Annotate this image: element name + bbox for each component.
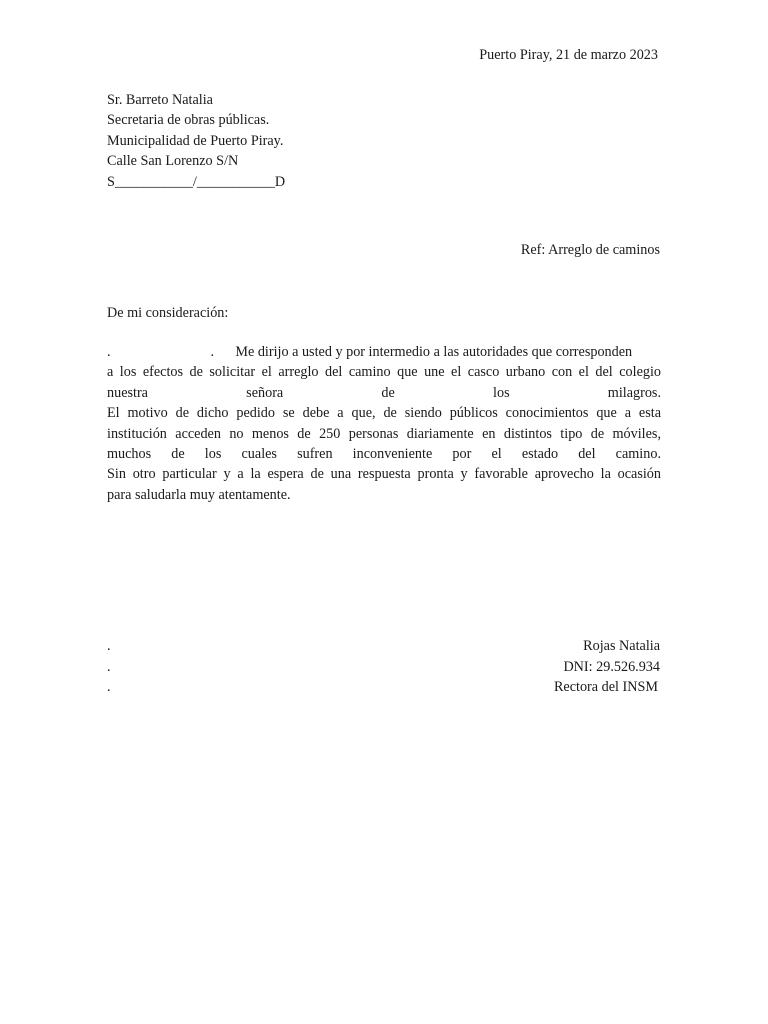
recipient-institution: Municipalidad de Puerto Piray. <box>107 132 284 149</box>
body-line-7: Sin otro particular y a la espera de una respuesta pronta y favorable aprovecho la ocasión <box>107 466 661 483</box>
signature-row <box>107 657 660 678</box>
body-line-1 <box>107 342 661 362</box>
body-line-5: institución acceden no menos de 250 personas diariamente en distintos tipo de móviles, <box>107 425 661 442</box>
signature-name: Rojas Natalia <box>583 638 660 654</box>
recipient-street: Calle San Lorenzo S/N <box>107 153 239 170</box>
recipient-position: Secretaria de obras públicas. <box>107 112 270 129</box>
signature-block <box>107 636 660 698</box>
body-line-1-text: Me dirijo a usted y por intermedio a las autoridades que corresponden <box>235 344 633 360</box>
body-lead-dot: . <box>210 344 215 360</box>
recipient-name: Sr. Barreto Natalia <box>107 92 213 108</box>
recipient-sd-line: S___________/___________D <box>107 173 286 190</box>
place-date: Puerto Piray, 21 de marzo 2023 <box>479 47 658 63</box>
signature-dot: . <box>107 658 111 675</box>
signature-title: Rectora del INSM <box>553 679 658 696</box>
signature-dot: . <box>107 679 111 696</box>
reference-line: Ref: Arreglo de caminos <box>520 242 660 258</box>
letter-body <box>107 342 661 505</box>
body-line-2: a los efectos de solicitar el arreglo del camino que une el casco urbano con el del colegio <box>107 364 661 381</box>
signature-dot: . <box>107 638 111 654</box>
body-line-8: para saludarla muy atentamente. <box>107 486 291 503</box>
body-line-6: muchos de los cuales sufren inconveniente por el estado del camino. <box>107 445 661 462</box>
body-line-3: nuestra señora de los milagros. <box>107 384 661 401</box>
signature-row <box>107 677 660 698</box>
body-line-4: El motivo de dicho pedido se debe a que, de siendo públicos conocimientos que a esta <box>107 405 661 422</box>
signature-row <box>107 636 660 657</box>
body-lead-dot: . <box>107 344 111 360</box>
signature-dni: DNI: 29.526.934 <box>563 658 660 675</box>
recipient-block <box>107 90 285 192</box>
greeting: De mi consideración: <box>107 305 229 321</box>
